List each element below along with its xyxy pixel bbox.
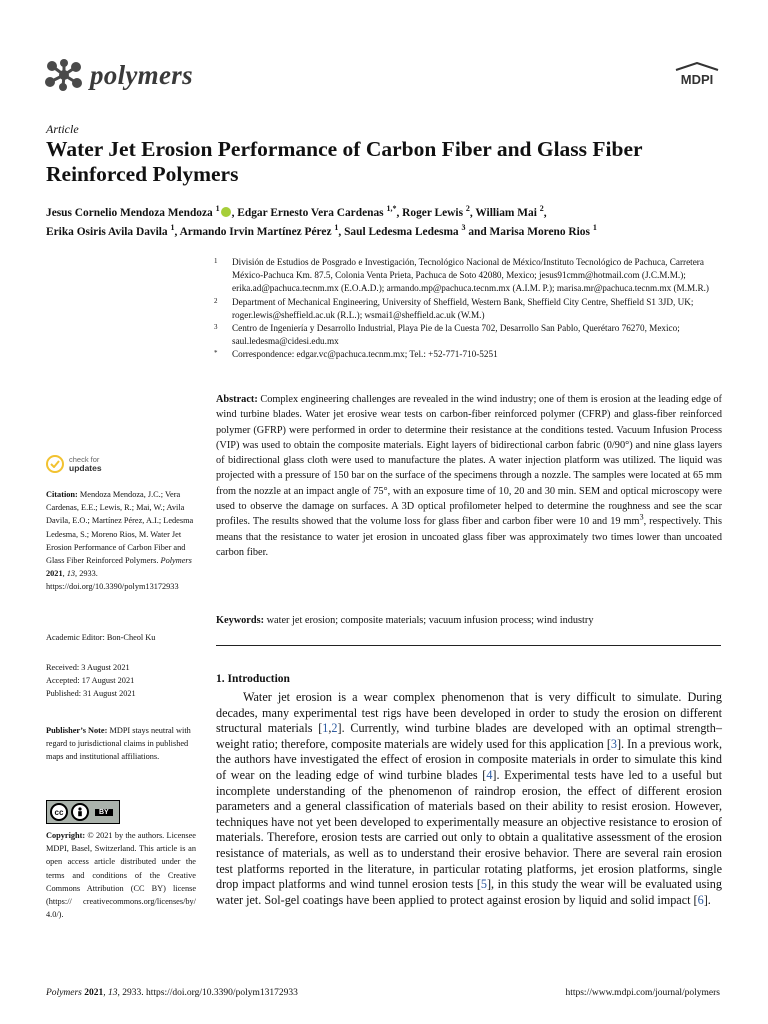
author-list <box>46 204 736 242</box>
academic-editor: Academic Editor: Bon-Cheol Ku <box>46 633 156 642</box>
by-label: BY <box>95 809 113 816</box>
footer-volume: , 13 <box>103 988 118 998</box>
reference-link[interactable]: 6 <box>697 892 704 907</box>
author-affil: 1 <box>592 223 597 233</box>
citation-journal: Polymers <box>160 556 192 566</box>
author-separator: , <box>338 226 345 238</box>
reference-link[interactable]: 2 <box>331 721 338 736</box>
cc-by-license-badge[interactable] <box>46 800 120 824</box>
person-icon <box>71 803 89 821</box>
abstract <box>216 392 722 560</box>
accepted-date: Accepted: 17 August 2021 <box>46 676 135 686</box>
author-affil: 2 <box>465 204 470 214</box>
article-title: Water Jet Erosion Performance of Carbon Fiber and Glass Fiber Reinforced Polymers <box>46 137 643 186</box>
publishers-note-label: Publisher’s Note: <box>46 726 108 735</box>
author-affil: 1 <box>334 223 339 233</box>
correspondence-item <box>214 348 726 361</box>
citation-doi[interactable]: , 2933. https://doi.org/10.3390/polym13172933 <box>46 569 179 592</box>
section-heading: 1. Introduction <box>216 673 290 685</box>
updates-text: updates <box>69 463 102 473</box>
author-affil: 1 <box>170 223 175 233</box>
citation-label: Citation: <box>46 490 78 499</box>
section-divider <box>216 645 721 646</box>
affiliation-number: 1 <box>214 257 218 265</box>
paragraph-text: ]. Currently, wind turbine blades are developed with an optimal strength–weight ratio; therefore, composite materials are widely used for this application [ <box>216 721 722 751</box>
affiliation-text: División de Estudios de Posgrado e Investigación, Tecnológico Nacional de México/Instituto Tecnológico de Pachuca, Carretera México-Pachuca Km. 87.5, Colonia Venta Prieta, Pachuca de Soto 42080, Mexico; jesus91cmm@hotmail.com (J.C.M.M.); erika.ad@pachuca.tecnm.mx (E.O.A.D.); armando.mp@pachuca.tecnm.mx (A.I.M. P.); marisa.mr@pachuca.tecnm.mx (M.M.R.) <box>232 257 709 294</box>
author-separator: , <box>231 207 238 219</box>
mdpi-logo[interactable] <box>672 62 722 93</box>
copyright-label: Copyright: <box>46 831 86 840</box>
orcid-icon[interactable] <box>221 207 231 217</box>
author-name[interactable]: Edgar Ernesto Vera Cardenas <box>237 207 384 219</box>
keywords-label: Keywords: <box>216 615 265 626</box>
affiliation-item <box>214 322 726 348</box>
dates-block <box>46 661 196 701</box>
check-for-updates[interactable] <box>46 455 102 473</box>
author-separator: , <box>543 207 547 219</box>
check-for-updates-label <box>69 455 102 473</box>
citation-volume: , 13 <box>62 569 76 579</box>
cc-icon: cc <box>50 803 68 821</box>
affiliation-number: 2 <box>214 296 218 305</box>
paragraph-text: Water jet erosion is a wear complex phenomenon that is very difficult to simulate. During decades, many experimental test rigs have been developed in order to study the erosion on different structural materials [ <box>216 690 722 736</box>
reference-link[interactable]: 4 <box>486 767 493 782</box>
author-name[interactable]: Erika Osiris Avila Davila <box>46 226 168 238</box>
journal-logo[interactable] <box>44 58 193 92</box>
keywords-text: water jet erosion; composite materials; vacuum infusion process; wind industry <box>264 615 594 626</box>
footer-citation <box>46 988 298 998</box>
paragraph-text: , <box>328 721 332 736</box>
affiliation-number: 3 <box>214 323 218 332</box>
introduction-paragraph <box>216 690 722 908</box>
reference-link[interactable]: 3 <box>610 736 617 751</box>
author-name[interactable]: Marisa Moreno Rios <box>489 226 590 238</box>
copyright-block <box>46 829 196 921</box>
author-name[interactable]: Roger Lewis <box>402 207 464 219</box>
author-affil: 1 <box>215 204 220 214</box>
paragraph-text: ]. <box>703 892 711 907</box>
published-date: Published: 31 August 2021 <box>46 689 136 699</box>
check-icon <box>46 455 64 473</box>
correspondence-text: Correspondence: edgar.vc@pachuca.tecnm.mx; Tel.: +52-771-710-5251 <box>232 349 498 360</box>
journal-name: polymers <box>90 59 193 90</box>
author-separator: , <box>396 207 403 219</box>
author-affil: 1,* <box>386 204 397 214</box>
polymers-molecule-icon <box>44 58 84 92</box>
abstract-label: Abstract: <box>216 394 258 405</box>
copyright-text: © 2021 by the authors. Licensee MDPI, Basel, Switzerland. This article is an open access article distributed under the terms and conditions of the Creative Commons Attribution (CC BY) license (https:// creativecommons.org/licenses/by/ 4.0/). <box>46 831 196 920</box>
citation-block <box>46 488 196 594</box>
footer-journal-url[interactable]: https://www.mdpi.com/journal/polymers <box>565 988 720 998</box>
article-type: Article <box>46 122 79 136</box>
citation-year: 2021 <box>46 569 63 579</box>
affiliation-number: * <box>214 349 218 358</box>
author-name[interactable]: Jesus Cornelio Mendoza Mendoza <box>46 207 213 219</box>
publishers-note <box>46 724 196 764</box>
author-affil: 2 <box>539 204 544 214</box>
footer-year: 2021 <box>81 988 104 998</box>
received-date: Received: 3 August 2021 <box>46 663 130 672</box>
affiliation-item <box>214 296 726 322</box>
mdpi-logo-icon <box>672 62 722 88</box>
footer-doi[interactable]: , 2933. https://doi.org/10.3390/polym13172933 <box>117 988 298 998</box>
author-separator: and <box>465 226 490 238</box>
paragraph-text: ]. In a previous work, the authors have investigated the effect of erosion in composite materials in order to simulate this kind of wear on the leading edge of wind turbine blades [ <box>216 736 723 782</box>
footer-journal: Polymers <box>46 988 82 998</box>
keywords <box>216 613 722 628</box>
reference-link[interactable]: 1 <box>322 721 329 736</box>
author-name[interactable]: William Mai <box>475 207 537 219</box>
author-separator: , <box>174 226 180 238</box>
paragraph-text: ], in this study the wear will be evaluated using water jet. Sol-gel coatings have been applied to protect against erosion by liquid and solid impact [ <box>216 877 722 907</box>
author-name[interactable]: Saul Ledesma Ledesma <box>344 226 459 238</box>
abstract-text-end: , respectively. This means that the resistance to water jet erosion in uncoated glass fiber was approximately two times lower than uncoated carbon fiber. <box>216 516 722 558</box>
affiliation-item <box>214 256 726 296</box>
affiliation-text: Centro de Ingeniería y Desarrollo Industrial, Playa Pie de la Cuesta 702, Desarrollo San Pablo, Querétaro 76270, Mexico; saul.ledesma@cidesi.edu.mx <box>232 323 680 347</box>
affiliations <box>214 256 726 362</box>
author-affil: 3 <box>461 223 466 233</box>
author-separator: , <box>469 207 476 219</box>
abstract-sup: 3 <box>639 512 644 522</box>
abstract-text: Complex engineering challenges are revealed in the wind industry; one of them is erosion at the leading edge of wind turbine blades. Water jet erosive wear tests on carbon-fiber reinforced polymer (CFRP) and glass-fiber reinforced polymer (GFRP) were performed in order to determine their resistance at the conditions tested. Vacuum Infusion Process (VIP) was used to obtain the composite materials. Eight layers of bidirectional carbon fabric (0/90°) and nine glass layers of bidirectional glass cloth were used to manufacture the plates. A water injection platform was utilized. The liquid was projected with a pressure of 150 bar on the surface of the specimens through a nozzle. The samples were located at 65 mm from the nozzle at an impact angle of 75°, with an exposure time of 10, 20 and 30 min. SEM and optical microscopy were used to observe the damage on surfaces. A 3D optical profilometer helped to determine the roughness and see the scar profiles. The results showed that the volume loss for glass fiber and carbon fiber were 10 and 19 mm <box>216 394 722 528</box>
check-for-text: check for <box>69 455 100 464</box>
mdpi-text: MDPI <box>680 72 714 87</box>
paragraph-text: ]. Experimental tests have led to a useful but incomplete understanding of the phenomenon of raindrop erosion, the effect of different erosion parameters and a general classification of materials based on their ability to resist erosion. However, techniques have not yet been developed to experimentally measure an objective resistance to erosion of materials. Therefore, erosion tests are carried out only to obtain a qualitative assessment of the erosion resistance of materials, as well as to understand their erosive behavior. There are several rain erosion test platforms reported in the literature, in particular rotating platforms, jet erosion platforms, single drop impact platforms and wind tunnel erosion tests [ <box>216 767 722 892</box>
citation-text: Mendoza Mendoza, J.C.; Vera Cardenas, E.E.; Lewis, R.; Mai, W.; Avila Davila, E.O.; Martínez Pérez, A.I.; Ledesma Ledesma, S.; Moreno Rios, M. Water Jet Erosion Performance of Carbon Fiber and Glass Fiber Reinforced Polymers. <box>46 490 194 566</box>
author-name[interactable]: Armando Irvin Martínez Pérez <box>179 226 332 238</box>
affiliation-text: Department of Mechanical Engineering, University of Sheffield, Western Bank, Sheffield City Centre, Sheffield S1 3JD, UK; roger.lewis@sheffield.ac.uk (R.L.); wsmai1@sheffield.ac.uk (W.M.) <box>232 296 694 320</box>
publishers-note-text: MDPI stays neutral with regard to jurisdictional claims in published maps and institutional affiliations. <box>46 726 191 762</box>
reference-link[interactable]: 5 <box>480 877 487 892</box>
